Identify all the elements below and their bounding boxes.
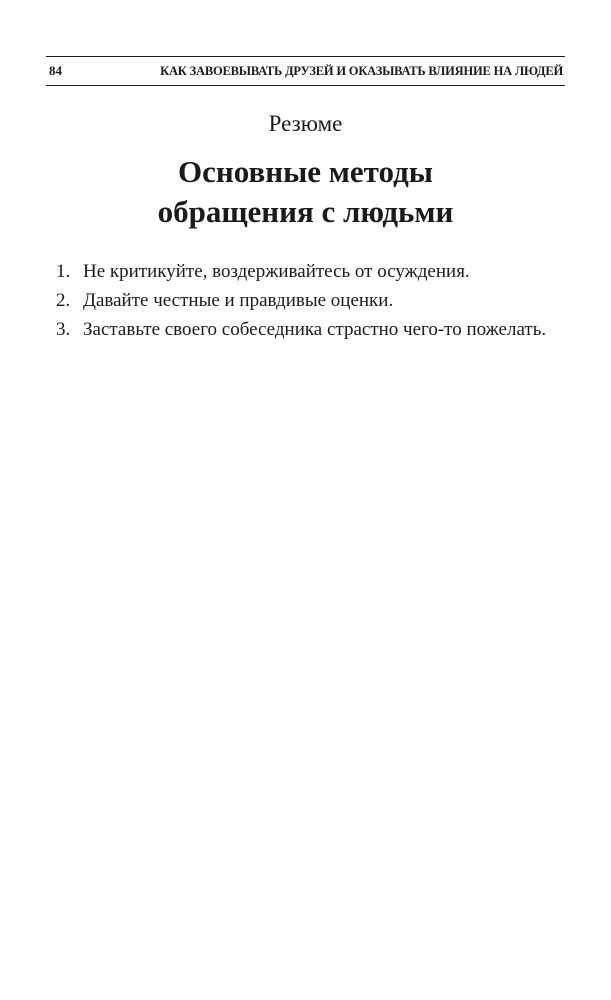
list-item-text: Не критикуйте, воздерживайтесь от осуждения.: [83, 261, 470, 282]
page-number: 84: [49, 63, 62, 78]
list-item-number: 1.: [56, 261, 71, 282]
list-item: [56, 287, 568, 314]
running-title: КАК ЗАВОЕВЫВАТЬ ДРУЗЕЙ И ОКАЗЫВАТЬ ВЛИЯНИЕ НА ЛЮДЕЙ: [160, 64, 563, 78]
methods-list: [56, 258, 568, 345]
list-item: [56, 316, 568, 343]
list-item-number: 2.: [56, 290, 71, 311]
list-item-text: Заставьте своего собеседника страстно чего-то пожелать.: [83, 319, 547, 340]
section-heading: [0, 152, 611, 232]
running-head: [46, 56, 565, 86]
list-item-text: Давайте честные и правдивые оценки.: [83, 290, 394, 311]
section-heading-line-2: обращения с людьми: [157, 194, 454, 229]
list-item: [56, 258, 568, 285]
section-heading-line-1: Основные методы: [178, 154, 433, 189]
list-item-number: 3.: [56, 319, 71, 340]
section-kicker: Резюме: [268, 111, 343, 136]
